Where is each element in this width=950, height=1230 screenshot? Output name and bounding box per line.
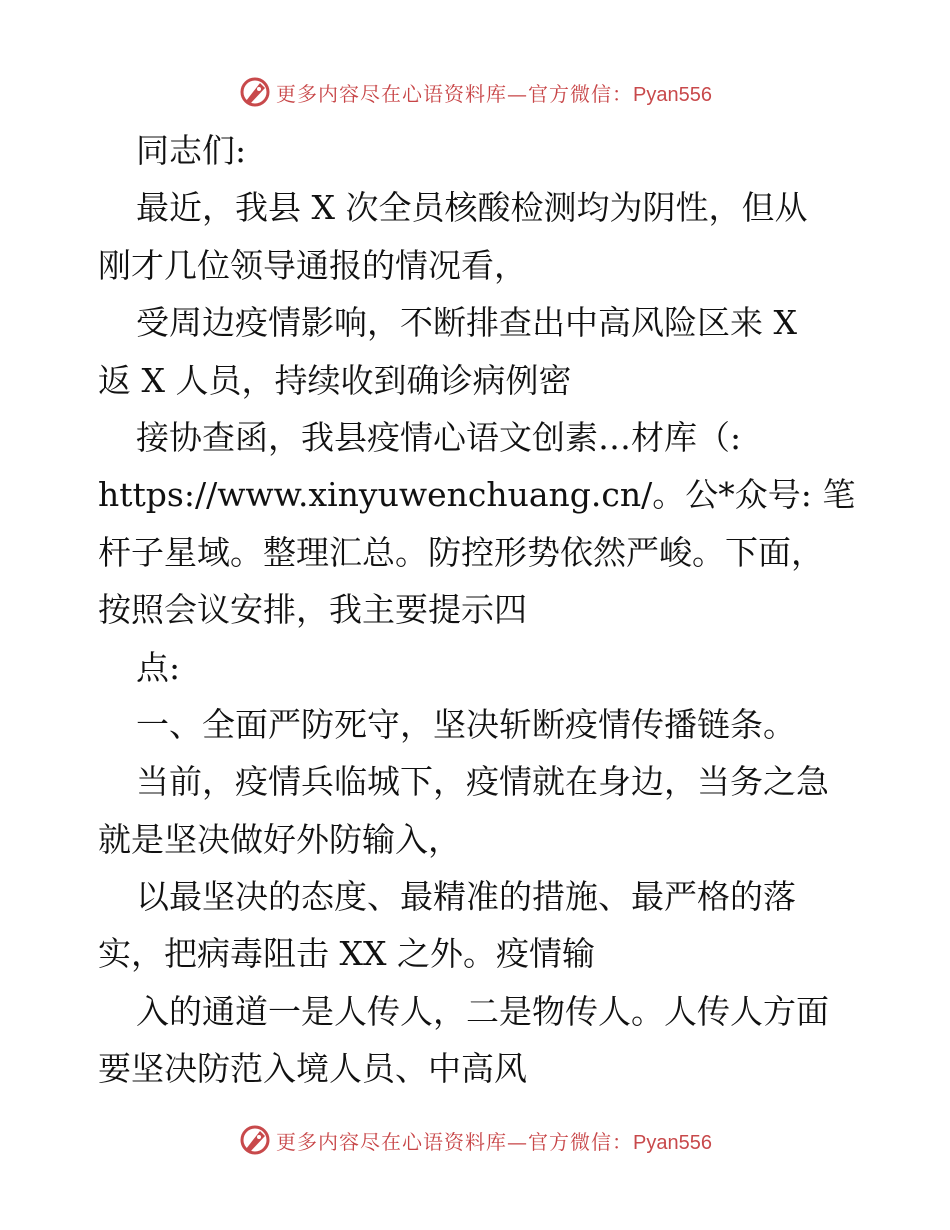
- pen-nib-logo-icon: [238, 1123, 272, 1157]
- watermark-label: 更多内容尽在心语资料库—官方微信：: [276, 1129, 634, 1154]
- text-line: 入的通道一是人传人，二是物传人。人传人方面: [136, 991, 829, 1031]
- watermark-text: [276, 1126, 712, 1155]
- watermark-label: 更多内容尽在心语资料库—官方微信：: [276, 81, 634, 106]
- watermark-banner-top: [0, 72, 950, 112]
- watermark-text: [276, 78, 712, 107]
- text-line: 实，把病毒阻击 XX 之外。疫情输: [98, 934, 595, 974]
- document-body: [98, 122, 858, 1098]
- watermark-banner-bottom: [0, 1120, 950, 1160]
- text-line: https://www.xinyuwenchuang.cn/。公*众号: 笔: [98, 475, 856, 515]
- text-line: 点:: [136, 647, 181, 687]
- watermark-wechat-id: Pyan556: [633, 1131, 712, 1154]
- text-line: 刚才几位领导通报的情况看，: [98, 245, 527, 285]
- section-heading: 一、全面严防死守，坚决斩断疫情传播链条。: [136, 704, 796, 744]
- text-line: 受周边疫情影响，不断排查出中高风险区来 X: [136, 303, 797, 343]
- text-line: 以最坚决的态度、最精准的措施、最严格的落: [136, 877, 796, 917]
- pen-nib-logo-icon: [238, 75, 272, 109]
- text-line: 按照会议安排，我主要提示四: [98, 590, 527, 630]
- text-line: 当前，疫情兵临城下，疫情就在身边，当务之急: [136, 762, 829, 802]
- text-line: 接协查函，我县疫情心语文创素…材库（:: [136, 417, 742, 457]
- text-line: 要坚决防范入境人员、中高风: [98, 1049, 527, 1089]
- text-line: 返 X 人员，持续收到确诊病例密: [98, 360, 572, 400]
- text-line: 最近，我县 X 次全员核酸检测均为阴性，但从: [136, 188, 808, 228]
- text-line: 就是坚决做好外防输入，: [98, 819, 461, 859]
- text-line: 同志们:: [136, 131, 247, 170]
- watermark-wechat-id: Pyan556: [633, 83, 712, 106]
- text-line: 杆子星域。整理汇总。防控形势依然严峻。下面，: [98, 532, 824, 572]
